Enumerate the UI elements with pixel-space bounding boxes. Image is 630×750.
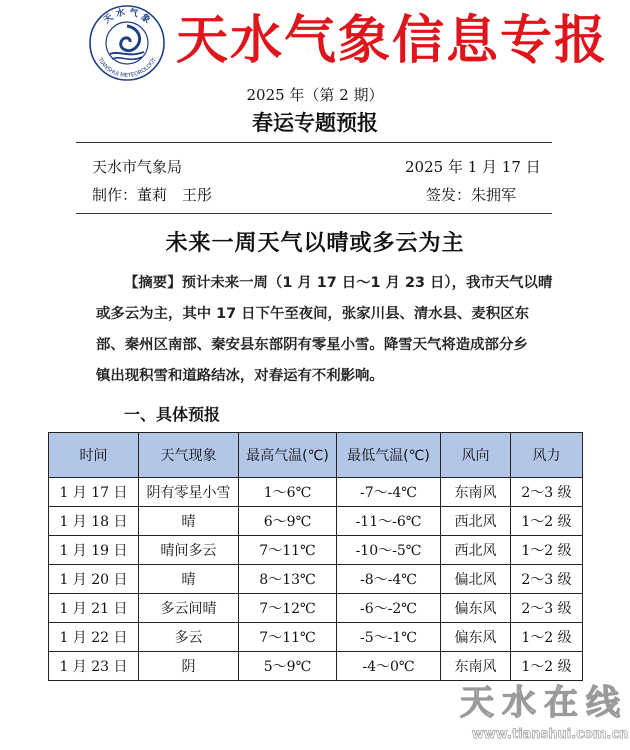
max-temp-cell: 7～11℃ — [239, 623, 337, 652]
abstract-line-4: 镇出现积雪和道路结冰，对春运有不利影响。 — [96, 368, 384, 384]
abstract-line-1: 【摘要】预计未来一周（1 月 17 日～1 月 23 日），我市天气以晴 — [124, 275, 553, 291]
wind-force-cell: 2～3 级 — [511, 594, 583, 623]
weather-cell: 晴间多云 — [139, 536, 239, 565]
wind-force-cell: 1～2 级 — [511, 652, 583, 681]
min-temp-cell: -7～-4℃ — [337, 478, 441, 507]
max-temp-cell: 6～9℃ — [239, 507, 337, 536]
weather-cell: 多云间晴 — [139, 594, 239, 623]
abstract-line-3: 部、秦州区南部、秦安县东部阴有零星小雪。降雪天气将造成部分乡 — [96, 337, 528, 353]
abstract — [96, 268, 552, 392]
min-temp-cell: -10～-5℃ — [337, 536, 441, 565]
watermark-text: 天水在线 — [460, 683, 628, 723]
issuer: 天水市气象局 — [92, 158, 183, 176]
weather-cell: 多云 — [139, 623, 239, 652]
date-cell: 1 月 23 日 — [49, 652, 139, 681]
max-temp-cell: 1～6℃ — [239, 478, 337, 507]
col-header-min-temp: 最低气温(℃) — [337, 433, 441, 478]
date-cell: 1 月 22 日 — [49, 623, 139, 652]
wind-force-cell: 1～2 级 — [511, 623, 583, 652]
weather-cell: 阴 — [139, 652, 239, 681]
abstract-label: 【摘要】 — [124, 275, 182, 291]
report-subject: 春运专题预报 — [252, 111, 378, 135]
max-temp-cell: 7～11℃ — [239, 536, 337, 565]
masthead-title: 天水气象信息专报 — [176, 11, 609, 71]
table-row — [49, 623, 583, 652]
date-cell: 1 月 18 日 — [49, 507, 139, 536]
weather-cell: 阴有零星小雪 — [139, 478, 239, 507]
min-temp-cell: -5～-1℃ — [337, 623, 441, 652]
issue-date: 2025 年 1 月 17 日 — [405, 158, 541, 176]
weather-cell: 晴 — [139, 565, 239, 594]
table-row — [49, 507, 583, 536]
wind-direction-cell: 西北风 — [441, 536, 511, 565]
wind-direction-cell: 东南风 — [441, 478, 511, 507]
table-row — [49, 478, 583, 507]
col-header-weather: 天气现象 — [139, 433, 239, 478]
min-temp-cell: -8～-4℃ — [337, 565, 441, 594]
wind-direction-cell: 偏北风 — [441, 565, 511, 594]
headline: 未来一周天气以晴或多云为主 — [165, 231, 465, 256]
site-watermark — [448, 676, 630, 746]
forecast-table — [48, 432, 583, 681]
issue-number: 2025 年（第 2 期） — [246, 86, 384, 104]
wind-force-cell: 1～2 级 — [511, 507, 583, 536]
max-temp-cell: 7～12℃ — [239, 594, 337, 623]
bottom-rule — [76, 213, 552, 214]
signer-line: 签发：朱拥军 — [426, 186, 517, 204]
col-header-wind-force: 风力 — [511, 433, 583, 478]
logo-text-bottom: TIANSHUI METEOROLOGY — [96, 57, 158, 80]
wind-force-cell: 2～3 级 — [511, 478, 583, 507]
top-rule — [76, 142, 552, 143]
wind-force-cell: 2～3 级 — [511, 565, 583, 594]
col-header-max-temp: 最高气温(℃) — [239, 433, 337, 478]
author-line: 制作：董莉 王彤 — [92, 186, 213, 204]
date-cell: 1 月 19 日 — [49, 536, 139, 565]
svg-text:天 水 气 象 — [102, 6, 153, 26]
min-temp-cell: -6～-2℃ — [337, 594, 441, 623]
wind-force-cell: 1～2 级 — [511, 536, 583, 565]
max-temp-cell: 8～13℃ — [239, 565, 337, 594]
col-header-wind-direction: 风向 — [441, 433, 511, 478]
weather-cell: 晴 — [139, 507, 239, 536]
min-temp-cell: -4～0℃ — [337, 652, 441, 681]
meteorology-emblem-icon — [88, 4, 166, 82]
table-row — [49, 594, 583, 623]
table-row — [49, 536, 583, 565]
col-header-time: 时间 — [49, 433, 139, 478]
wind-direction-cell: 西北风 — [441, 507, 511, 536]
min-temp-cell: -11～-6℃ — [337, 507, 441, 536]
wind-direction-cell: 偏东风 — [441, 594, 511, 623]
logo-text-top: 天 水 气 象 — [102, 7, 152, 26]
wind-direction-cell: 偏东风 — [441, 623, 511, 652]
max-temp-cell: 5～9℃ — [239, 652, 337, 681]
wind-direction-cell: 东南风 — [441, 652, 511, 681]
date-cell: 1 月 17 日 — [49, 478, 139, 507]
watermark-url: www.tianshui.com.cn — [471, 727, 629, 742]
table-row — [49, 565, 583, 594]
section-title: 一、具体预报 — [124, 405, 221, 424]
table-header-row — [49, 433, 583, 478]
abstract-line-2: 或多云为主，其中 17 日下午至夜间，张家川县、清水县、麦积区东 — [96, 306, 529, 322]
date-cell: 1 月 20 日 — [49, 565, 139, 594]
date-cell: 1 月 21 日 — [49, 594, 139, 623]
